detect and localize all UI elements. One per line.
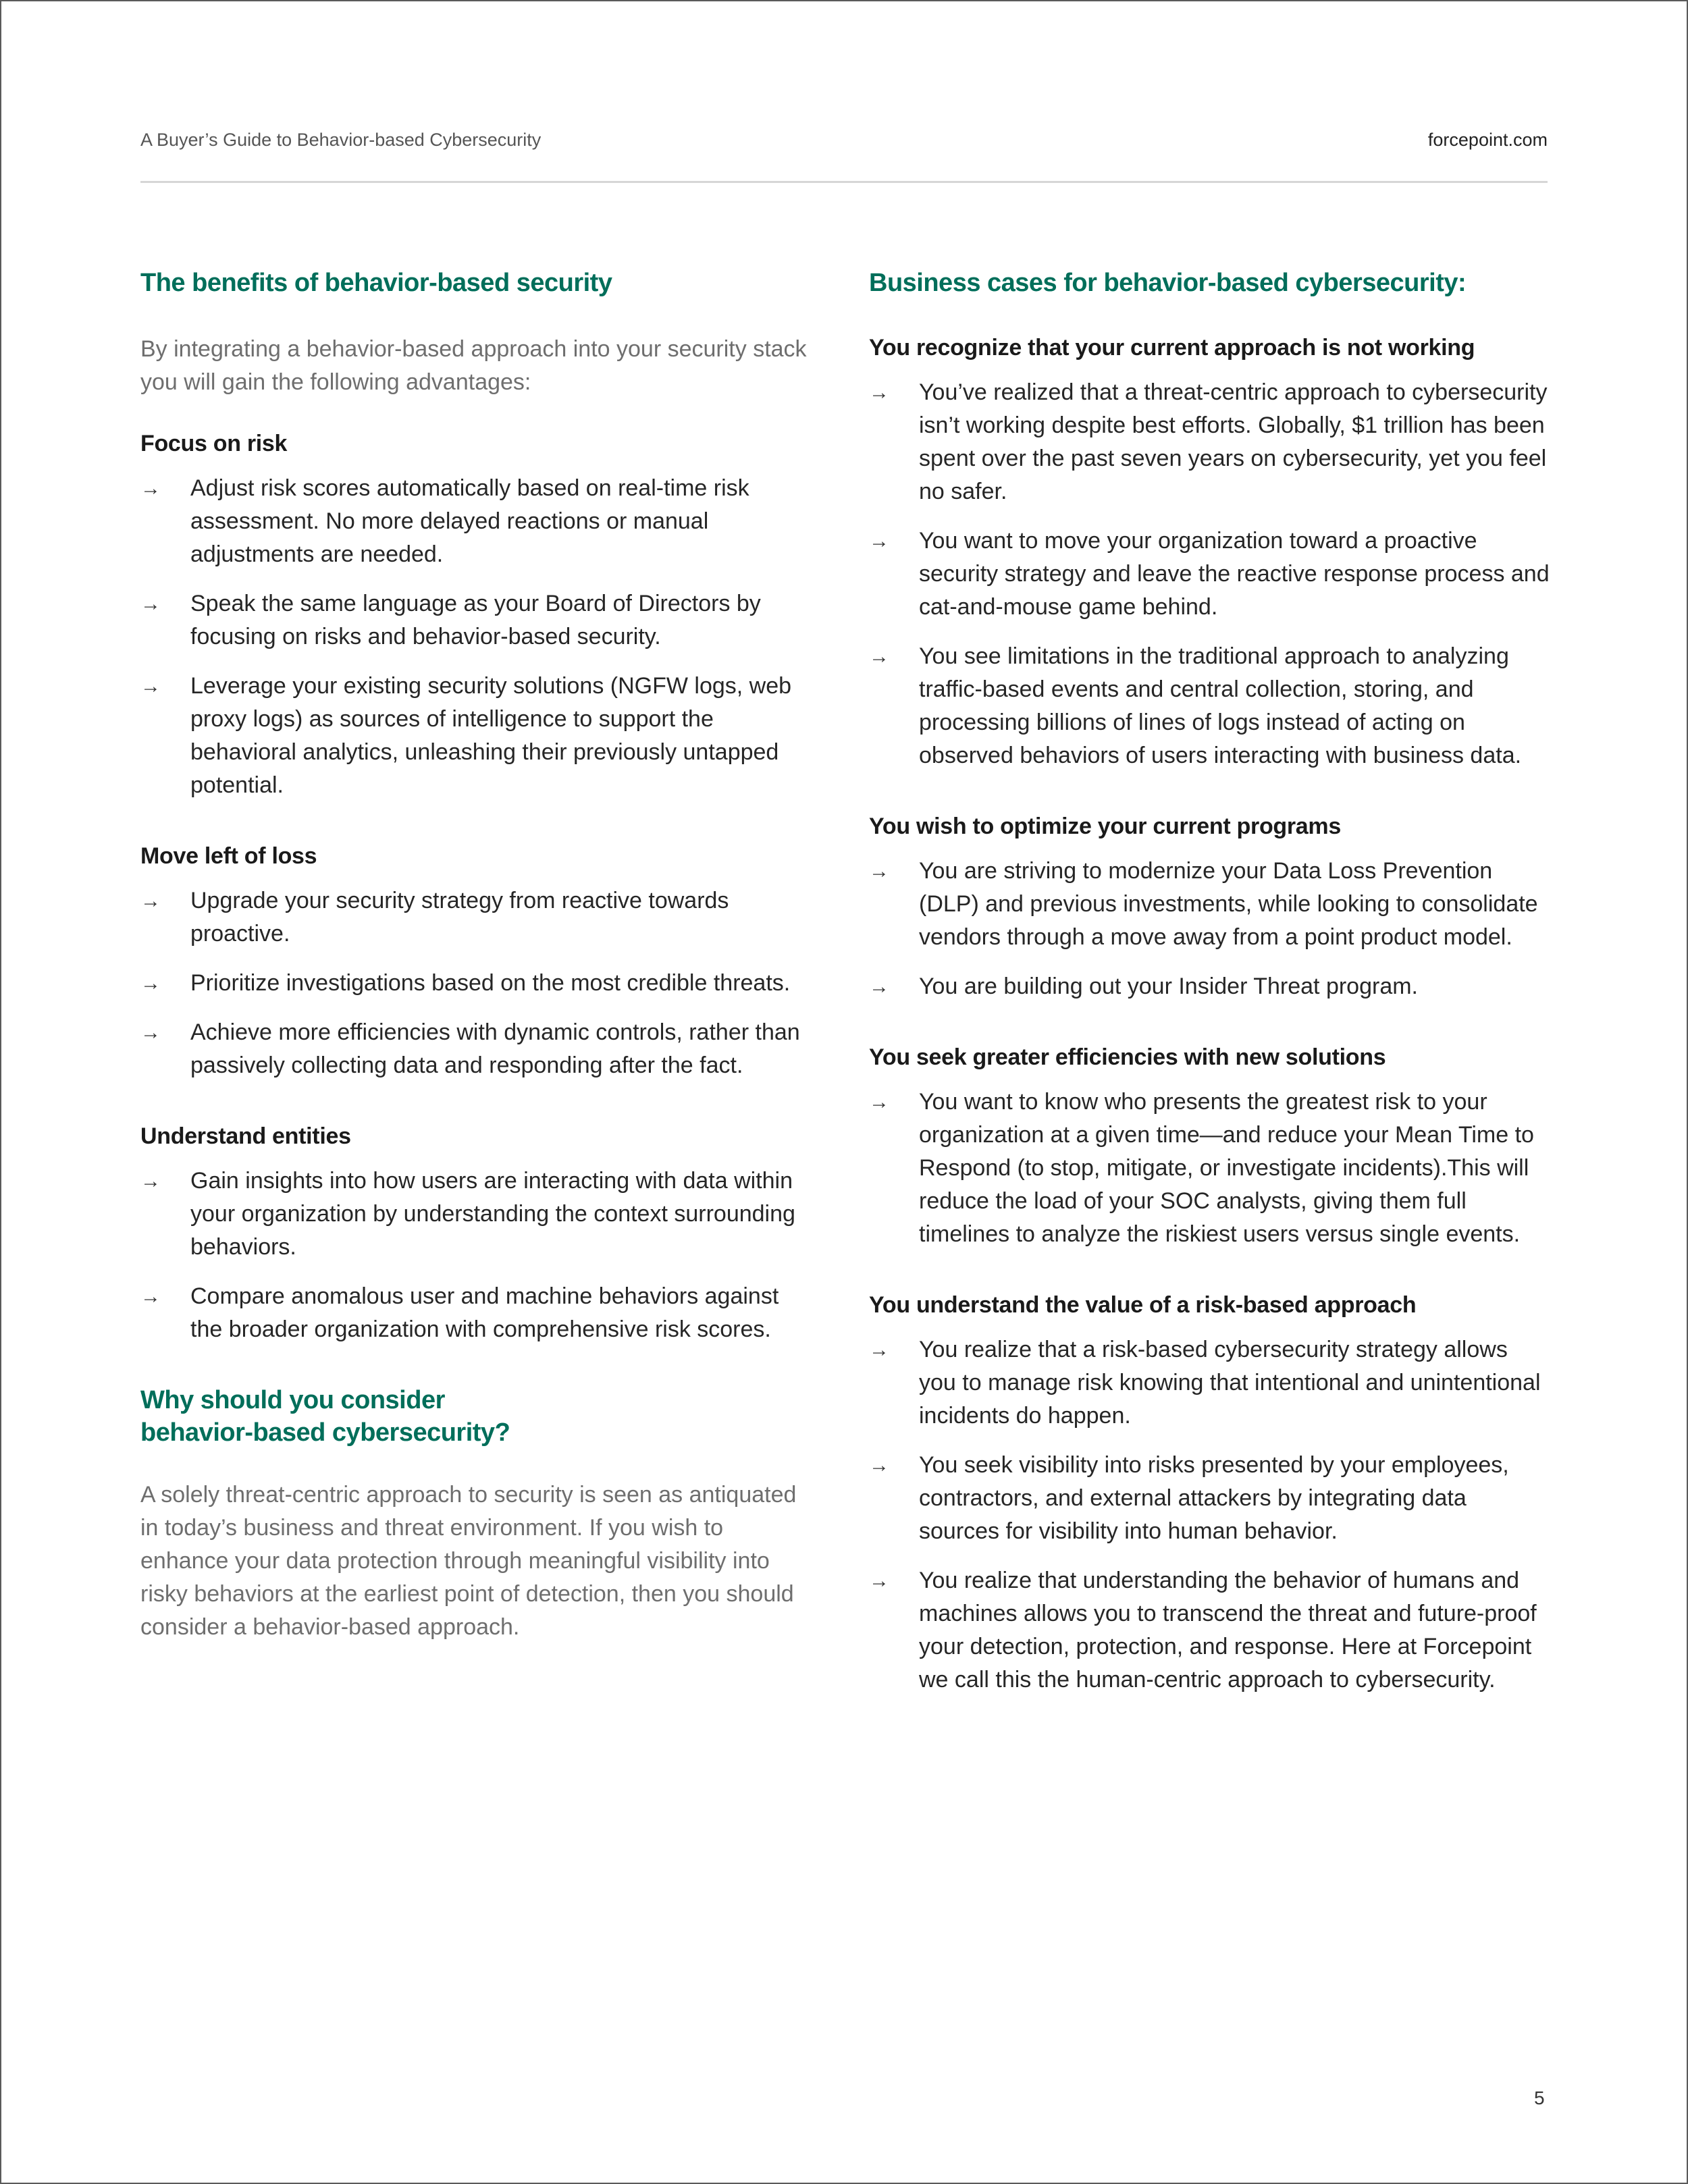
why-title: Why should you consider behavior-based cybersecurity? xyxy=(140,1386,510,1447)
list-item: → You want to move your organization toward a proactive security strategy and leave the reactive response process and cat-and-mouse game behind. xyxy=(869,525,1551,624)
list-item: → You realize that understanding the behavior of humans and machines allows you to transcend the threat and future-proof your detection, protection, and response. Here at Forcepoint we call this the human-centric approach to cybersecurity. xyxy=(869,1564,1551,1697)
arrow-right-icon: → xyxy=(140,477,161,500)
current-approach-list xyxy=(869,376,1551,772)
page-number: 5 xyxy=(1534,2087,1545,2108)
list-item: → Compare anomalous user and machine behaviors against the broader organization with comprehensive risk scores. xyxy=(140,1280,816,1346)
optimize-programs-list xyxy=(869,855,1551,1003)
benefits-intro: By integrating a behavior-based approach into your security stack you will gain the following advantages: xyxy=(140,336,807,395)
section-heading-current-approach: You recognize that your current approach is not working xyxy=(869,335,1475,361)
arrow-right-icon: → xyxy=(869,1091,889,1113)
list-item: → Upgrade your security strategy from reactive towards proactive. xyxy=(140,884,816,951)
list-item: → Achieve more efficiencies with dynamic controls, rather than passively collecting data and responding after the fact. xyxy=(140,1016,816,1082)
section-heading-understand-entities: Understand entities xyxy=(140,1123,351,1149)
focus-on-risk-list xyxy=(140,472,816,802)
section-heading-focus-on-risk: Focus on risk xyxy=(140,431,288,456)
list-item: → You are striving to modernize your Data Loss Prevention (DLP) and previous investments, while looking to consolidate vendors through a move away from a point product model. xyxy=(869,855,1551,954)
risk-based-approach-list xyxy=(869,1333,1551,1697)
business-cases-title: Business cases for behavior-based cybersecurity: xyxy=(869,269,1467,297)
arrow-right-icon: → xyxy=(140,593,161,615)
section-heading-risk-based-approach: You understand the value of a risk-based approach xyxy=(869,1292,1417,1318)
arrow-right-icon: → xyxy=(869,1570,889,1592)
move-left-of-loss-list xyxy=(140,884,816,1082)
section-heading-move-left-of-loss: Move left of loss xyxy=(140,843,317,869)
arrow-right-icon: → xyxy=(869,1339,889,1361)
understand-entities-list xyxy=(140,1165,816,1346)
arrow-right-icon: → xyxy=(869,645,889,668)
list-item: → You want to know who presents the greatest risk to your organization at a given time—and reduce your Mean Time to Respond (to stop, mitigate, or investigate incidents).This will reduce the load of your SOC analysts, giving them full timelines to analyze the riskiest users versus single events. xyxy=(869,1086,1551,1251)
left-column xyxy=(140,267,816,1644)
section-heading-optimize-programs: You wish to optimize your current programs xyxy=(869,814,1341,839)
benefits-title: The benefits of behavior-based security xyxy=(140,269,612,297)
arrow-right-icon: → xyxy=(869,976,889,998)
greater-efficiencies-list xyxy=(869,1086,1551,1251)
list-item: → You realize that a risk-based cybersecurity strategy allows you to manage risk knowing that intentional and unintentional incidents do happen. xyxy=(869,1333,1551,1433)
page-header xyxy=(140,130,1548,183)
arrow-right-icon: → xyxy=(869,1454,889,1476)
document-title: A Buyer’s Guide to Behavior-based Cybersecurity xyxy=(140,130,542,150)
arrow-right-icon: → xyxy=(140,675,161,697)
list-item: → You see limitations in the traditional approach to analyzing traffic-based events and central collection, storing, and processing billions of lines of logs instead of acting on observed behaviors of users interacting with business data. xyxy=(869,640,1551,772)
list-item: → Prioritize investigations based on the most credible threats. xyxy=(140,967,816,1000)
arrow-right-icon: → xyxy=(869,530,889,552)
arrow-right-icon: → xyxy=(140,972,161,994)
arrow-right-icon: → xyxy=(140,1285,161,1308)
why-body: A solely threat-centric approach to security is seen as antiquated in today’s business and threat environment. If you wish to enhance your data protection through meaningful visibility into risky behaviors at the earliest point of detection, then you should consider a behavior-based approach. xyxy=(140,1482,797,1640)
section-heading-greater-efficiencies: You seek greater efficiencies with new solutions xyxy=(869,1044,1386,1070)
arrow-right-icon: → xyxy=(869,381,889,404)
list-item: → You are building out your Insider Threat program. xyxy=(869,970,1551,1003)
list-item: → Speak the same language as your Board of Directors by focusing on risks and behavior-based security. xyxy=(140,587,816,654)
arrow-right-icon: → xyxy=(140,890,161,912)
list-item: → Leverage your existing security solutions (NGFW logs, web proxy logs) as sources of intelligence to support the behavioral analytics, unleashing their previously untapped potential. xyxy=(140,670,816,802)
list-item: → Gain insights into how users are interacting with data within your organization by understanding the context surrounding behaviors. xyxy=(140,1165,816,1264)
list-item: → Adjust risk scores automatically based on real-time risk assessment. No more delayed reactions or manual adjustments are needed. xyxy=(140,472,816,571)
arrow-right-icon: → xyxy=(869,860,889,882)
list-item: → You seek visibility into risks presented by your employees, contractors, and external attackers by integrating data sources for visibility into human behavior. xyxy=(869,1449,1551,1548)
right-column xyxy=(869,267,1551,1713)
arrow-right-icon: → xyxy=(140,1170,161,1192)
site-link[interactable]: forcepoint.com xyxy=(1427,130,1548,150)
arrow-right-icon: → xyxy=(140,1021,161,1044)
list-item: → You’ve realized that a threat-centric approach to cybersecurity isn’t working despite best efforts. Globally, $1 trillion has been spent over the past seven years on cybersecurity, yet you feel no safer. xyxy=(869,376,1551,508)
